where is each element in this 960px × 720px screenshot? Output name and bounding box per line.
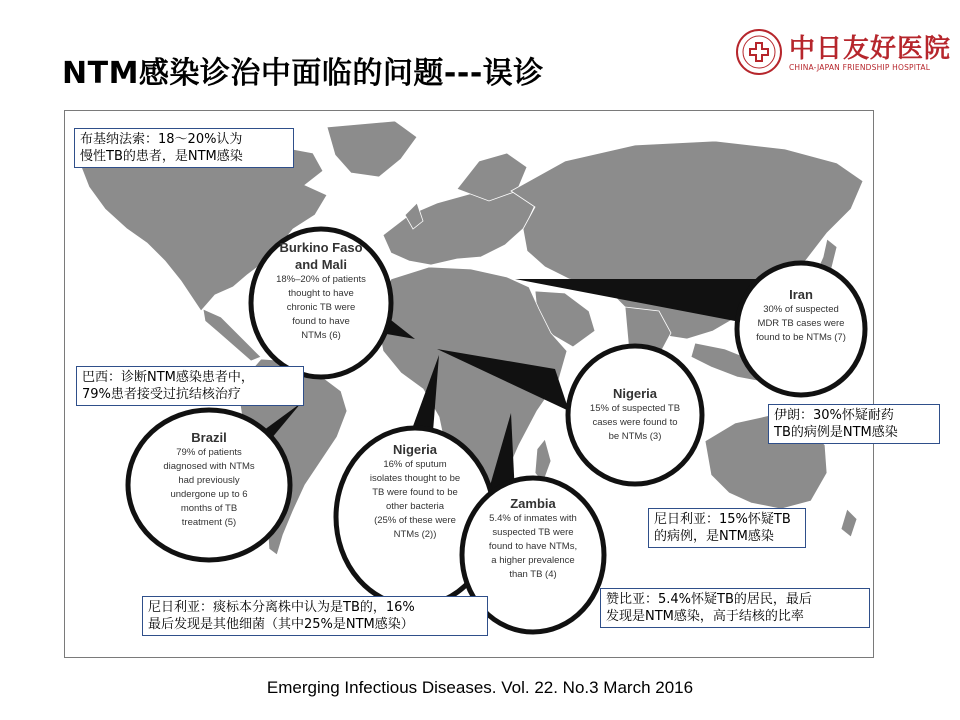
annotation-line: 尼日利亚：痰标本分离株中认为是TB的，16%	[148, 600, 415, 615]
hospital-emblem-icon	[733, 26, 785, 78]
callout-line: suspected TB were	[492, 527, 574, 538]
hospital-name-cn: 中日友好医院	[789, 34, 952, 64]
annotation-nigeria-b-cn	[142, 596, 488, 636]
callout-line: 16% of sputum	[383, 459, 447, 470]
annotation-line: 的病例，是NTM感染	[654, 529, 774, 544]
annotation-brazil-cn	[76, 366, 304, 406]
annotation-line: 布基纳法索：18～20%认为	[80, 132, 243, 147]
callout-brazil	[133, 429, 285, 530]
annotation-iran-cn	[768, 404, 940, 444]
annotation-line: 赞比亚：5.4%怀疑TB的居民，最后	[606, 592, 812, 607]
callout-heading: Nigeria	[612, 386, 658, 401]
callout-heading: Zambia	[510, 496, 556, 511]
callout-heading: Brazil	[191, 430, 227, 445]
callout-line: cases were found to	[592, 417, 678, 428]
callout-line: NTMs (6)	[301, 330, 341, 341]
callout-line: MDR TB cases were	[757, 318, 845, 329]
callout-line: a higher prevalence	[491, 555, 575, 566]
callout-line: other bacteria	[385, 501, 445, 512]
callout-line: than TB (4)	[509, 569, 557, 580]
source-citation: Emerging Infectious Diseases. Vol. 22. No.3 March 2016	[266, 678, 694, 697]
annotation-burkina-cn	[74, 128, 294, 168]
callout-heading: and Mali	[294, 257, 347, 272]
annotation-line: 巴西：诊断NTM感染患者中，	[82, 370, 254, 385]
callout-line: thought to have	[288, 288, 354, 299]
callout-heading: Burkino Faso	[279, 240, 363, 255]
annotation-nigeria-a-cn	[648, 508, 806, 548]
callout-line: treatment (5)	[181, 517, 237, 528]
callout-nigeria-a	[567, 385, 703, 444]
callout-line: isolates thought to be	[369, 473, 461, 484]
annotation-line: 发现是NTM感染，高于结核的比率	[606, 609, 804, 624]
annotation-line: 79%患者接受过抗结核治疗	[82, 387, 241, 402]
annotation-line: 伊朗：30%怀疑耐药	[774, 408, 894, 423]
annotation-zambia-cn	[600, 588, 870, 628]
callout-line: chronic TB were	[286, 302, 356, 313]
callout-line: 30% of suspected	[763, 304, 839, 315]
callout-line: found to be NTMs (7)	[756, 332, 846, 343]
annotation-line: 最后发现是其他细菌（其中25%是NTM感染）	[148, 617, 414, 632]
annotation-line: 慢性TB的患者，是NTM感染	[80, 149, 243, 164]
callout-iran	[735, 286, 867, 345]
callout-heading: Nigeria	[392, 442, 438, 457]
callout-line: found to have NTMs,	[488, 541, 578, 552]
greenland-shape	[327, 121, 417, 177]
callout-burkina	[251, 239, 391, 343]
slide-title: NTM感染诊治中面临的问题---误诊	[62, 56, 544, 91]
callout-line: be NTMs (3)	[608, 431, 662, 442]
callout-line: (25% of these were	[374, 515, 456, 526]
hospital-logo	[733, 26, 952, 78]
callout-line: 15% of suspected TB	[589, 403, 681, 414]
callout-line: 18%–20% of patients	[276, 274, 366, 285]
annotation-line: 尼日利亚：15%怀疑TB	[654, 512, 791, 527]
callout-line: diagnosed with NTMs	[163, 461, 255, 472]
annotation-line: TB的病例是NTM感染	[774, 425, 898, 440]
hospital-name-en: CHINA-JAPAN FRIENDSHIP HOSPITAL	[789, 63, 931, 72]
callout-line: 79% of patients	[176, 447, 242, 458]
callout-zambia	[465, 495, 601, 582]
europe-shape	[383, 191, 535, 265]
callout-line: had previously	[178, 475, 240, 486]
callout-line: found to have	[292, 316, 350, 327]
callout-line: NTMs (2))	[393, 529, 437, 540]
new-zealand-shape	[841, 509, 857, 537]
callout-line: months of TB	[180, 503, 238, 514]
callout-heading: Iran	[789, 287, 813, 302]
callout-line: undergone up to 6	[170, 489, 248, 500]
callout-line: TB were found to be	[372, 487, 458, 498]
callout-line: 5.4% of inmates with	[489, 513, 577, 524]
